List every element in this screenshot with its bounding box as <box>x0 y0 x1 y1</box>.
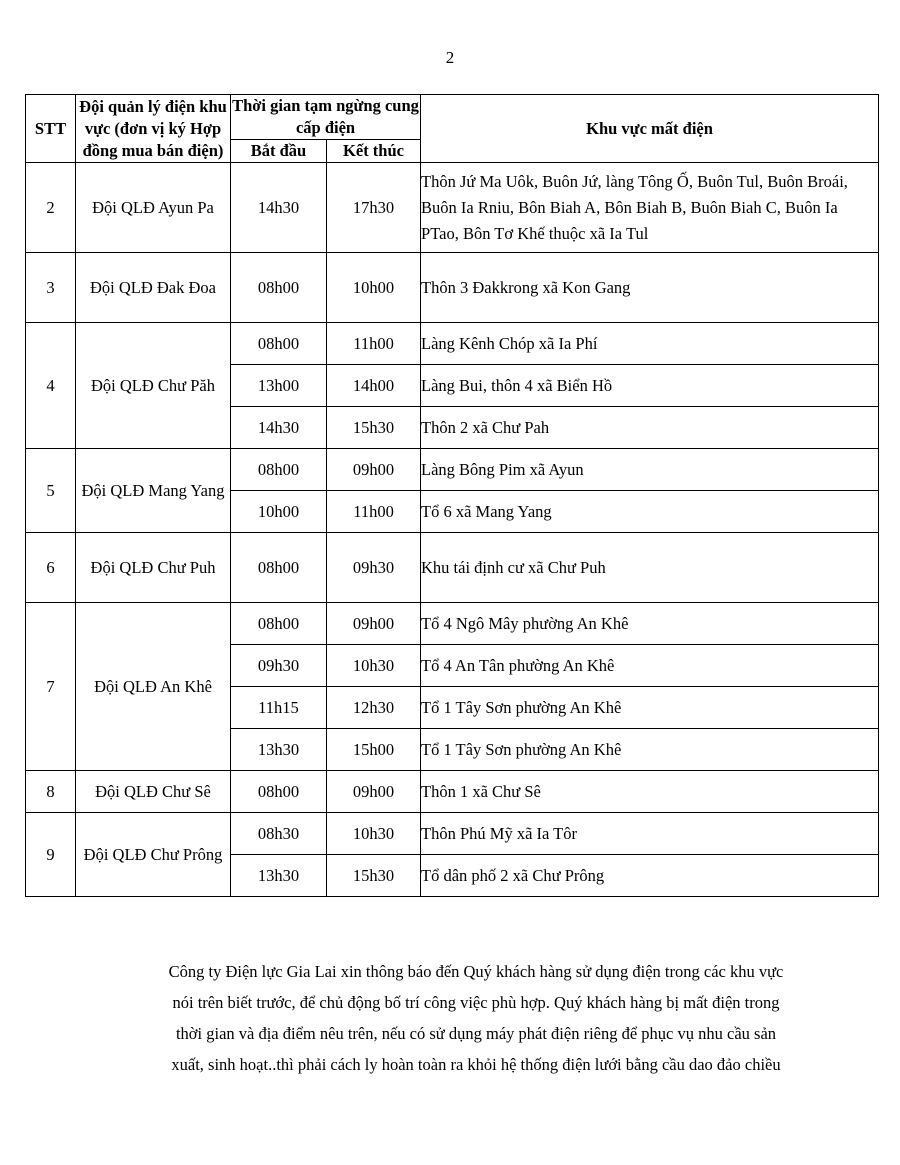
table-row <box>26 533 879 603</box>
cell-start-time: 09h30 <box>231 645 327 687</box>
cell-outage-area: Khu tái định cư xã Chư Puh <box>421 533 879 603</box>
cell-management-unit: Đội QLĐ Chư Prông <box>76 813 231 897</box>
cell-outage-area: Thôn Phú Mỹ xã Ia Tôr <box>421 813 879 855</box>
cell-stt: 9 <box>26 813 76 897</box>
cell-end-time: 15h00 <box>327 729 421 771</box>
cell-end-time: 15h30 <box>327 407 421 449</box>
column-header-area: Khu vực mất điện <box>421 95 879 163</box>
cell-start-time: 14h30 <box>231 407 327 449</box>
footer-line: xuất, sinh hoạt..thì phải cách ly hoàn toàn ra khỏi hệ thống điện lưới bằng cầu dao đảo chiều <box>171 1055 781 1074</box>
table-row <box>26 771 879 813</box>
cell-outage-area: Thôn 3 Đakkrong xã Kon Gang <box>421 253 879 323</box>
cell-stt: 5 <box>26 449 76 533</box>
footer-line: thời gian và địa điểm nêu trên, nếu có sử dụng máy phát điện riêng để phục vụ nhu cầu sản <box>175 1024 777 1043</box>
column-header-end-time: Kết thúc <box>327 140 421 163</box>
cell-end-time: 15h30 <box>327 855 421 897</box>
cell-management-unit: Đội QLĐ Chư Puh <box>76 533 231 603</box>
cell-end-time: 09h00 <box>327 771 421 813</box>
column-header-start-time: Bắt đầu <box>231 140 327 163</box>
cell-management-unit: Đội QLĐ Chư Păh <box>76 323 231 449</box>
cell-stt: 7 <box>26 603 76 771</box>
table-body <box>26 163 879 897</box>
page-number: 2 <box>445 48 455 67</box>
cell-start-time: 13h30 <box>231 855 327 897</box>
cell-start-time: 08h00 <box>231 323 327 365</box>
cell-end-time: 10h00 <box>327 253 421 323</box>
cell-end-time: 17h30 <box>327 163 421 253</box>
column-header-time-group: Thời gian tạm ngừng cung cấp điện <box>231 95 421 140</box>
cell-start-time: 11h15 <box>231 687 327 729</box>
column-header-unit: Đội quản lý điện khu vực (đơn vị ký Hợp đồng mua bán điện) <box>76 95 231 163</box>
cell-management-unit: Đội QLĐ Chư Sê <box>76 771 231 813</box>
cell-start-time: 14h30 <box>231 163 327 253</box>
outage-schedule-table <box>25 94 879 897</box>
cell-start-time: 13h00 <box>231 365 327 407</box>
cell-outage-area: Tổ 4 An Tân phường An Khê <box>421 645 879 687</box>
cell-end-time: 10h30 <box>327 813 421 855</box>
cell-management-unit: Đội QLĐ Ayun Pa <box>76 163 231 253</box>
outage-table-container <box>25 94 878 897</box>
cell-end-time: 09h00 <box>327 603 421 645</box>
cell-end-time: 14h00 <box>327 365 421 407</box>
table-row <box>26 323 879 365</box>
footer-notice-text <box>96 956 856 1080</box>
cell-outage-area: Tổ 4 Ngô Mây phường An Khê <box>421 603 879 645</box>
cell-outage-area: Làng Bông Pim xã Ayun <box>421 449 879 491</box>
cell-management-unit: Đội QLĐ Mang Yang <box>76 449 231 533</box>
header-row-primary <box>26 95 879 140</box>
cell-stt: 6 <box>26 533 76 603</box>
cell-start-time: 08h30 <box>231 813 327 855</box>
table-row <box>26 603 879 645</box>
cell-start-time: 08h00 <box>231 449 327 491</box>
cell-end-time: 12h30 <box>327 687 421 729</box>
cell-outage-area: Tổ dân phố 2 xã Chư Prông <box>421 855 879 897</box>
cell-management-unit: Đội QLĐ Đak Đoa <box>76 253 231 323</box>
cell-start-time: 08h00 <box>231 603 327 645</box>
cell-outage-area: Làng Bui, thôn 4 xã Biển Hồ <box>421 365 879 407</box>
cell-end-time: 09h30 <box>327 533 421 603</box>
cell-outage-area: Tổ 1 Tây Sơn phường An Khê <box>421 729 879 771</box>
table-header <box>26 95 879 163</box>
cell-end-time: 11h00 <box>327 323 421 365</box>
footer-line: nói trên biết trước, để chủ động bố trí công việc phù hợp. Quý khách hàng bị mất điện trong <box>172 993 780 1012</box>
cell-stt: 3 <box>26 253 76 323</box>
footer-line: Công ty Điện lực Gia Lai xin thông báo đến Quý khách hàng sử dụng điện trong các khu vực <box>168 962 784 981</box>
cell-management-unit: Đội QLĐ An Khê <box>76 603 231 771</box>
cell-outage-area: Tổ 1 Tây Sơn phường An Khê <box>421 687 879 729</box>
table-row <box>26 253 879 323</box>
table-row <box>26 163 879 253</box>
cell-start-time: 08h00 <box>231 771 327 813</box>
cell-outage-area: Thôn 1 xã Chư Sê <box>421 771 879 813</box>
cell-end-time: 11h00 <box>327 491 421 533</box>
footer-notice <box>96 956 856 1080</box>
cell-outage-area: Tổ 6 xã Mang Yang <box>421 491 879 533</box>
cell-end-time: 10h30 <box>327 645 421 687</box>
table-row <box>26 813 879 855</box>
cell-start-time: 08h00 <box>231 253 327 323</box>
cell-stt: 8 <box>26 771 76 813</box>
cell-end-time: 09h00 <box>327 449 421 491</box>
cell-start-time: 08h00 <box>231 533 327 603</box>
table-row <box>26 449 879 491</box>
cell-stt: 2 <box>26 163 76 253</box>
cell-stt: 4 <box>26 323 76 449</box>
cell-start-time: 10h00 <box>231 491 327 533</box>
cell-outage-area: Thôn Jứ Ma Uôk, Buôn Jứ, làng Tông Ố, Buôn Tul, Buôn Broái, Buôn Ia Rniu, Bôn Biah A, Bôn Biah B, Buôn Biah C, Buôn Ia PTao, Bôn Tơ Khế thuộc xã Ia Tul <box>421 163 879 253</box>
column-header-stt: STT <box>26 95 76 163</box>
cell-start-time: 13h30 <box>231 729 327 771</box>
cell-outage-area: Thôn 2 xã Chư Pah <box>421 407 879 449</box>
cell-outage-area: Làng Kênh Chóp xã Ia Phí <box>421 323 879 365</box>
